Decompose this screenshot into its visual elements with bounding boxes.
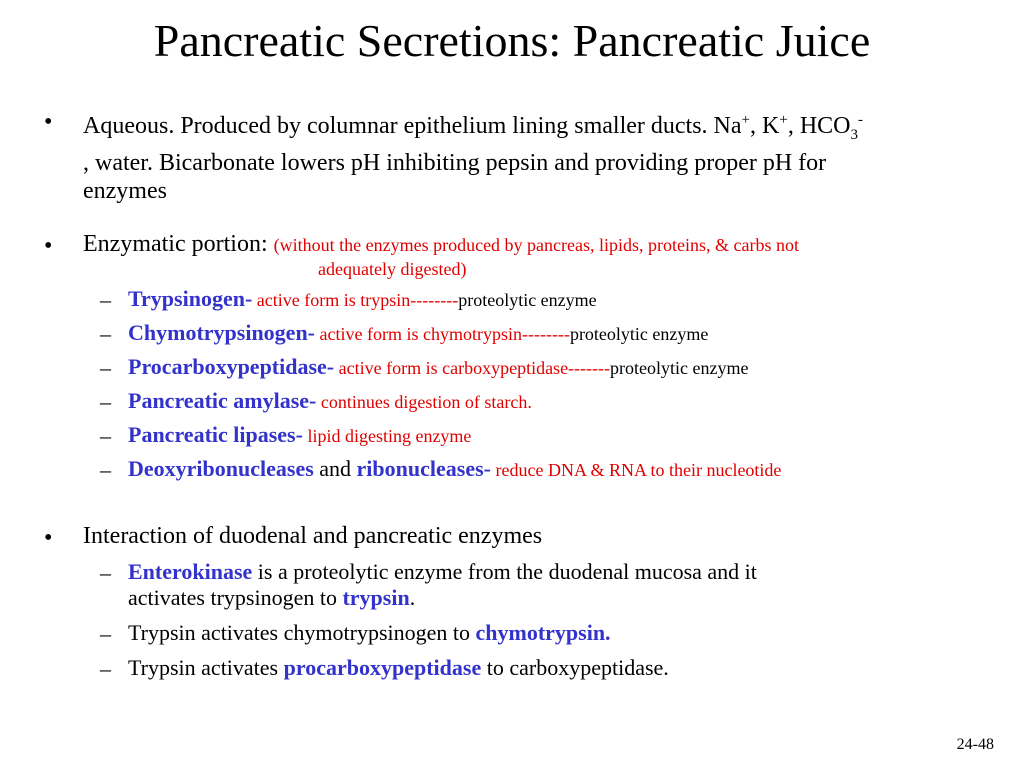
sub-dash: – — [100, 355, 111, 380]
enzyme-desc: reduce DNA & RNA to their nucleotide — [490, 460, 782, 480]
plain-text: activates trypsinogen to — [128, 585, 343, 610]
sub-dash: – — [100, 287, 111, 312]
enzyme-tail: proteolytic enzyme — [458, 290, 597, 310]
bullet-aqueous — [83, 106, 1003, 205]
aqueous-line-1 — [83, 106, 1003, 149]
enzymatic-line — [83, 230, 1003, 259]
enzymatic-note: (without the enzymes produced by pancreas, lipids, proteins, & carbs not — [273, 235, 799, 255]
enzymatic-label: Enzymatic portion: — [83, 231, 274, 257]
enzyme-tail: proteolytic enzyme — [569, 324, 709, 344]
na-superscript: + — [741, 112, 751, 128]
interaction-procarboxypeptidase — [128, 655, 669, 681]
enzyme-name: trypsin — [342, 585, 410, 610]
and-text: and — [313, 456, 357, 481]
k-superscript: + — [779, 112, 788, 128]
enzyme-name: Pancreatic lipases- — [128, 422, 303, 447]
sub-dash: – — [100, 621, 111, 646]
enzyme-name: procarboxypeptidase — [283, 655, 482, 680]
bullet-enzymatic — [83, 230, 1003, 279]
enzyme-nucleases — [128, 456, 781, 483]
enzyme-lipases — [128, 422, 471, 449]
sub-dash: – — [100, 656, 111, 681]
hco-superscript: - — [858, 112, 863, 128]
enzyme-desc: lipid digesting enzyme — [302, 426, 472, 446]
interaction-enterokinase — [128, 559, 757, 585]
aqueous-text: Aqueous. Produced by columnar epithelium lining smaller ducts. Na — [83, 113, 742, 139]
enzyme-amylase — [128, 388, 532, 415]
enzyme-name: Deoxyribonucleases — [128, 456, 314, 481]
enzyme-tail: proteolytic enzyme — [610, 358, 749, 378]
sub-dash: – — [100, 389, 111, 414]
bullet-interaction: Interaction of duodenal and pancreatic enzymes — [83, 523, 543, 549]
sub-dash: – — [100, 321, 111, 346]
sub-dash: – — [100, 457, 111, 482]
plain-text: is a proteolytic enzyme from the duodenal mucosa and it — [252, 559, 757, 584]
enzyme-name: ribonucleases- — [356, 456, 491, 481]
plain-text: . — [409, 585, 416, 610]
page-number: 24-48 — [956, 736, 994, 753]
plain-text: to carboxypeptidase. — [481, 655, 669, 680]
enzyme-trypsinogen — [128, 286, 597, 313]
enzyme-name: Chymotrypsinogen- — [128, 320, 316, 345]
enzyme-chymotrypsinogen — [128, 320, 708, 347]
enzyme-name: Enterokinase — [128, 559, 253, 584]
plain-text: Trypsin activates — [128, 655, 284, 680]
enzyme-desc: active form is trypsin-------- — [252, 290, 459, 310]
bullet-marker: • — [44, 233, 53, 259]
interaction-enterokinase-continued — [128, 585, 415, 611]
k-text: , K — [750, 113, 780, 139]
sub-dash: – — [100, 560, 111, 585]
enzyme-name: Trypsinogen- — [128, 286, 253, 311]
aqueous-line-2: , water. Bicarbonate lowers pH inhibiting pepsin and providing proper pH for — [83, 149, 827, 176]
enzymatic-note-continued: adequately digested) — [318, 259, 467, 279]
hco-subscript: 3 — [850, 126, 858, 143]
enzyme-desc: continues digestion of starch. — [316, 392, 532, 412]
enzyme-name: Pancreatic amylase- — [128, 388, 317, 413]
enzyme-procarboxypeptidase — [128, 354, 748, 381]
enzyme-name: Procarboxypeptidase- — [128, 354, 335, 379]
enzyme-name: chymotrypsin. — [475, 620, 611, 645]
bullet-marker: • — [44, 109, 53, 135]
plain-text: Trypsin activates chymotrypsinogen to — [128, 620, 476, 645]
hco-text: , HCO — [787, 113, 851, 139]
enzyme-desc: active form is carboxypeptidase------- — [334, 358, 611, 378]
aqueous-line-3: enzymes — [83, 177, 167, 204]
slide-title: Pancreatic Secretions: Pancreatic Juice — [153, 15, 871, 66]
enzyme-desc: active form is chymotrypsin-------- — [315, 324, 570, 344]
sub-dash: – — [100, 423, 111, 448]
bullet-marker: • — [44, 525, 53, 551]
interaction-chymotrypsin — [128, 620, 611, 646]
